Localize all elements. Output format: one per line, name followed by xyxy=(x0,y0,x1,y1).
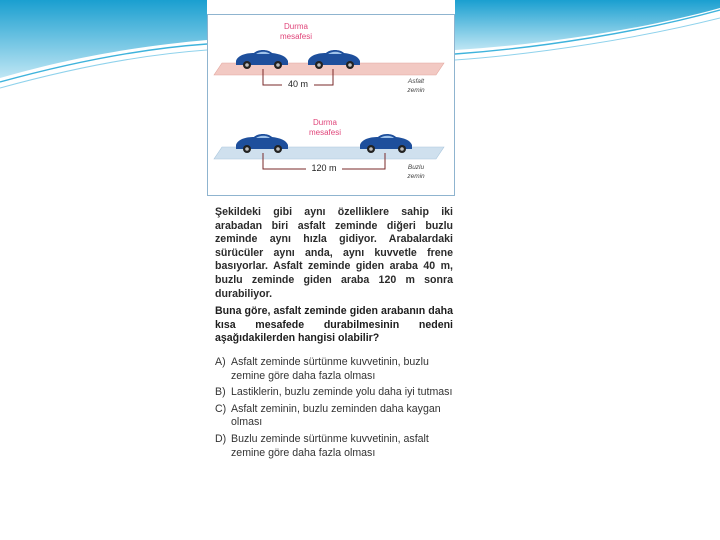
top-distance: 40 m xyxy=(287,79,309,89)
option-text: Buzlu zeminde sürtünme kuvvetinin, asfalt zemine göre daha fazla olması xyxy=(231,432,429,459)
option-letter: A) xyxy=(215,355,226,368)
question-prompt: Buna göre, asfalt zeminde giden arabanın daha kısa mesafede durabilmesinin nedeni aşağıdakilerden hangisi olabilir? xyxy=(215,305,453,345)
bottom-label-line1: Durma xyxy=(312,118,338,127)
option-letter: C) xyxy=(215,402,227,415)
top-label-line2: mesafesi xyxy=(279,32,313,41)
question-card xyxy=(207,14,455,524)
top-wave-right xyxy=(455,0,720,50)
option-letter: B) xyxy=(215,386,226,399)
bottom-surface-line2: zemin xyxy=(407,173,425,180)
top-label-line1: Durma xyxy=(283,22,309,31)
option-text: Asfalt zeminin, buzlu zeminden daha kaygan olması xyxy=(231,402,441,429)
option-b[interactable] xyxy=(215,386,453,400)
bottom-distance: 120 m xyxy=(311,163,337,173)
question-stem: Şekildeki gibi aynı özelliklere sahip iki arabadan biri asfalt zeminde diğeri buzlu zeminde aynı hızla gidiyor. Arabalardaki sürücüler aynı anda, aynı kuvvetle frene basıyorlar. Asfalt zeminde giden araba 40 m, buzlu zeminde giden araba 120 m sonra durabiliyor. xyxy=(215,206,453,300)
option-text: Lastiklerin, buzlu zeminde yolu daha iyi tutması xyxy=(231,386,453,399)
ice-scene xyxy=(214,118,444,180)
option-a[interactable] xyxy=(215,356,453,383)
option-letter: D) xyxy=(215,432,227,445)
bottom-surface-line1: Buzlu xyxy=(407,164,425,171)
question-text-block xyxy=(215,206,453,463)
stopping-distance-figure xyxy=(207,14,455,196)
top-surface-line2: zemin xyxy=(407,87,425,94)
top-wave-left xyxy=(0,0,207,78)
option-d[interactable] xyxy=(215,433,453,460)
option-c[interactable] xyxy=(215,403,453,430)
asphalt-scene xyxy=(214,22,444,94)
option-text: Asfalt zeminde sürtünme kuvvetinin, buzlu zemine göre daha fazla olması xyxy=(231,355,429,382)
top-surface-line1: Asfalt xyxy=(407,78,425,85)
bottom-label-line2: mesafesi xyxy=(308,128,342,137)
